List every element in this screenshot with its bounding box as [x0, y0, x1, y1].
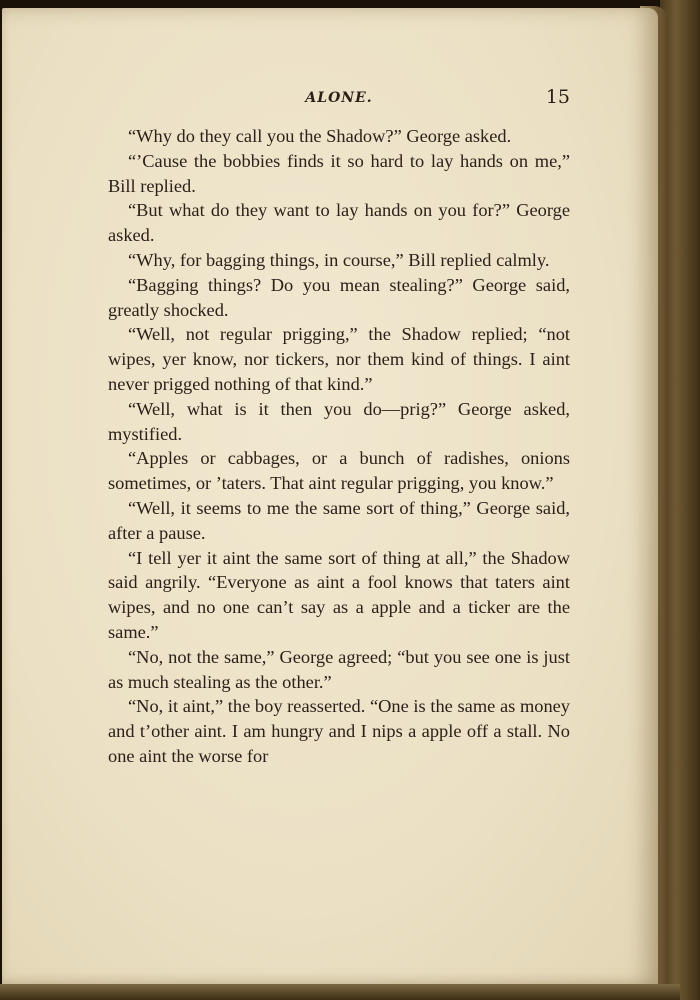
paragraph: “Well, not regular prigging,” the Shadow replied; “not wipes, yer know, nor tickers, nor them kind of things. I aint never prigged nothing of that kind.” — [108, 324, 570, 394]
body-text — [108, 124, 570, 769]
book-bottom-edge — [0, 984, 680, 1000]
paragraph: “Well, it seems to me the same sort of thing,” George said, after a pause. — [108, 497, 570, 543]
page-number: 15 — [545, 86, 570, 108]
paragraph: “Bagging things? Do you mean stealing?” George said, greatly shocked. — [108, 274, 570, 320]
running-title: ALONE. — [305, 90, 373, 106]
paragraph: “Well, what is it then you do—prig?” George asked, mystified. — [108, 398, 570, 444]
paragraph: “I tell yer it aint the same sort of thing at all,” the Shadow said angrily. “Everyone as aint a fool knows that taters aint wipes, and no one can’t say as a apple and a ticker are the same.” — [108, 547, 570, 642]
paragraph: “No, it aint,” the boy reasserted. “One is the same as money and t’other aint. I am hungry and I nips a apple off a stall. No one aint the worse for — [108, 696, 570, 766]
paragraph: “Why do they call you the Shadow?” George asked. — [128, 126, 512, 146]
paragraph: “’Cause the bobbies finds it so hard to lay hands on me,” Bill replied. — [108, 150, 570, 196]
paragraph: “Why, for bagging things, in course,” Bill replied calmly. — [128, 249, 550, 270]
paragraph: “Apples or cabbages, or a bunch of radishes, onions sometimes, or ’taters. That aint regular prigging, you know.” — [108, 448, 570, 494]
page-header — [108, 86, 570, 114]
paragraph: “No, not the same,” George agreed; “but you see one is just as much stealing as the other.” — [108, 646, 570, 692]
paragraph: “But what do they want to lay hands on you for?” George asked. — [108, 200, 570, 246]
